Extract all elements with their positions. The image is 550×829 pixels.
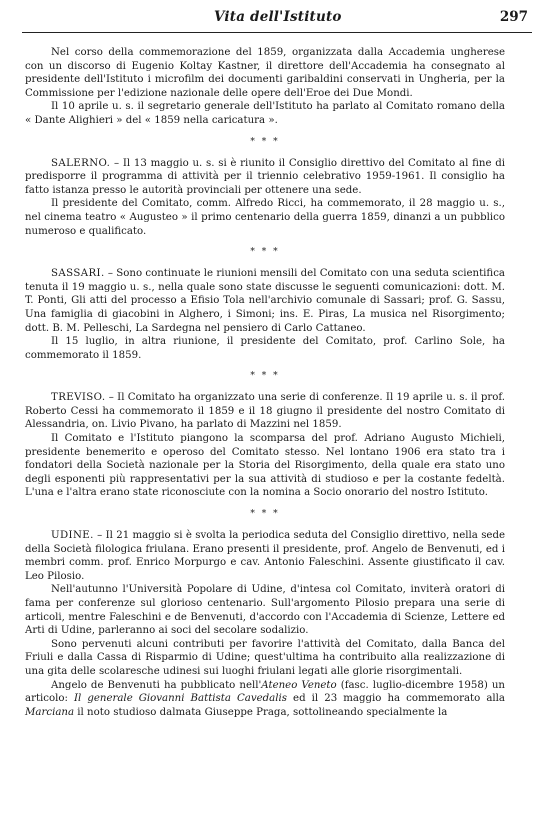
section-separator: * * * — [250, 247, 280, 258]
paragraph — [25, 679, 505, 720]
section-separator: * * * — [250, 371, 280, 382]
library-name: Marciana — [25, 706, 75, 718]
section-udine — [25, 529, 505, 583]
paragraph: Il Comitato e l'Istituto piangono la scomparsa del prof. Adriano Augusto Michieli, presidente benemerito e operoso del Comitato stesso. Nel lontano 1906 era stato tra i fondatori della Società nazionale per la Storia del Risorgimento, della quale era stato uno degli esponenti più rappresentativi per la sua attività di studioso e per la costante fedeltà. L'una e l'altra erano state riconosciute con la nomina a Socio onorario del nostro Istituto. — [25, 433, 505, 499]
running-head: Vita dell'Istituto — [214, 9, 342, 25]
city-heading: UDINE. — [51, 530, 94, 542]
text-run: il noto studioso dalmata Giuseppe Praga, sottolineando specialmente la — [74, 706, 448, 718]
city-heading: SALERNO. — [51, 157, 111, 169]
text-run: Angelo de Benvenuti ha pubblicato nell' — [51, 679, 262, 691]
paragraph: Nell'autunno l'Università Popolare di Udine, d'intesa col Comitato, inviterà oratori di fama per conferenze sul glorioso centenario. Sull'argomento Pilosio prepara una serie di articoli, mentre Faleschini e de Benvenuti, d'accordo con l'Accademia di Scienze, Lettere ed Arti di Udine, parleranno ai soci del secolare sodalizio. — [25, 584, 505, 637]
paragraph: Il presidente del Comitato, comm. Alfredo Ricci, ha commemorato, il 28 maggio u. s., nel cinema teatro « Augusteo » il primo centenario della guerra 1859, dinanzi a un pubblico numeroso e qualificato. — [25, 198, 505, 237]
city-heading: TREVISO. — [51, 392, 106, 404]
paragraph: Nel corso della commemorazione del 1859, organizzata dalla Accademia ungherese con un discorso di Eugenio Koltay Kastner, il direttore dell'Accademia ha consegnato al presidente dell'Istituto i microfilm dei documenti garibaldini conservati in Ungheria, per la Commissione per l'edizione nazionale delle opere dell'Eroe dei Due Mondi. — [25, 47, 505, 99]
paragraph-text: – Il 13 maggio u. s. si è riunito il Consiglio direttivo del Comitato al fine di predisporre il programma di attività per il triennio celebrativo 1959-1961. Il consiglio ha fatto istanza presso le autorità provinciali per ottenere una sede. — [25, 157, 505, 196]
page-body — [25, 46, 505, 719]
page-number: 297 — [499, 9, 528, 25]
paragraph-text: – Sono continuate le riunioni mensili del Comitato con una seduta scientifica tenuta il 19 maggio u. s., nella quale sono state discusse le seguenti comunicazioni: dott. M. T. Ponti, Gli atti del processo a Efisio Tola nell'archivio comunale di Sassari; prof. G. Sassu, Una famiglia di giacobini in Alghero, i Simoni; ins. E. Piras, La musica nel Risorgimento; dott. B. M. Pelleschi, La Sardegna nel pensiero di Carlo Cattaneo. — [25, 268, 505, 334]
journal-title: Ateneo Veneto — [261, 679, 337, 691]
paragraph-text: – Il Comitato ha organizzato una serie di conferenze. Il 19 aprile u. s. il prof. Roberto Cessi ha commemorato il 1859 e il 18 giugno il presidente del nostro Comitato di Alessandria, on. Livio Pivano, ha parlato di Mazzini nel 1859. — [25, 392, 505, 431]
paragraph: Il 15 luglio, in altra riunione, il presidente del Comitato, prof. Carlino Sole, ha commemorato il 1859. — [25, 336, 505, 361]
text-run: ed il 23 maggio ha commemorato alla — [287, 693, 505, 705]
article-title: Il generale Giovanni Battista Cavedalis — [74, 693, 287, 705]
section-separator: * * * — [250, 136, 280, 147]
paragraph: Il 10 aprile u. s. il segretario generale dell'Istituto ha parlato al Comitato romano della « Dante Alighieri » del « 1859 nella caricatura ». — [25, 101, 505, 126]
section-separator: * * * — [250, 509, 280, 520]
section-treviso — [25, 391, 505, 432]
paragraph: Sono pervenuti alcuni contributi per favorire l'attività del Comitato, dalla Banca del Friuli e dalla Cassa di Risparmio di Udine; quest'ultima ha contribuito alla realizzazione di una gita delle scolaresche udinesi sui luoghi friulani legati alle glorie risorgimentali. — [25, 638, 505, 677]
section-salerno — [25, 157, 505, 198]
section-sassari — [25, 267, 505, 335]
page-header — [0, 8, 550, 28]
header-rule — [22, 32, 532, 33]
text-run: (fasc. luglio-dicembre 1958) un articolo: — [25, 679, 505, 705]
paragraph-text: – Il 21 maggio si è svolta la periodica seduta del Consiglio direttivo, nella sede della Società filologica friulana. Erano presenti il presidente, prof. Angelo de Benvenuti, ed i membri comm. prof. Enrico Morpurgo e cav. Antonio Faleschini. Assente giustificato il cav. Leo Pilosio. — [25, 530, 505, 582]
city-heading: SASSARI. — [51, 268, 105, 280]
